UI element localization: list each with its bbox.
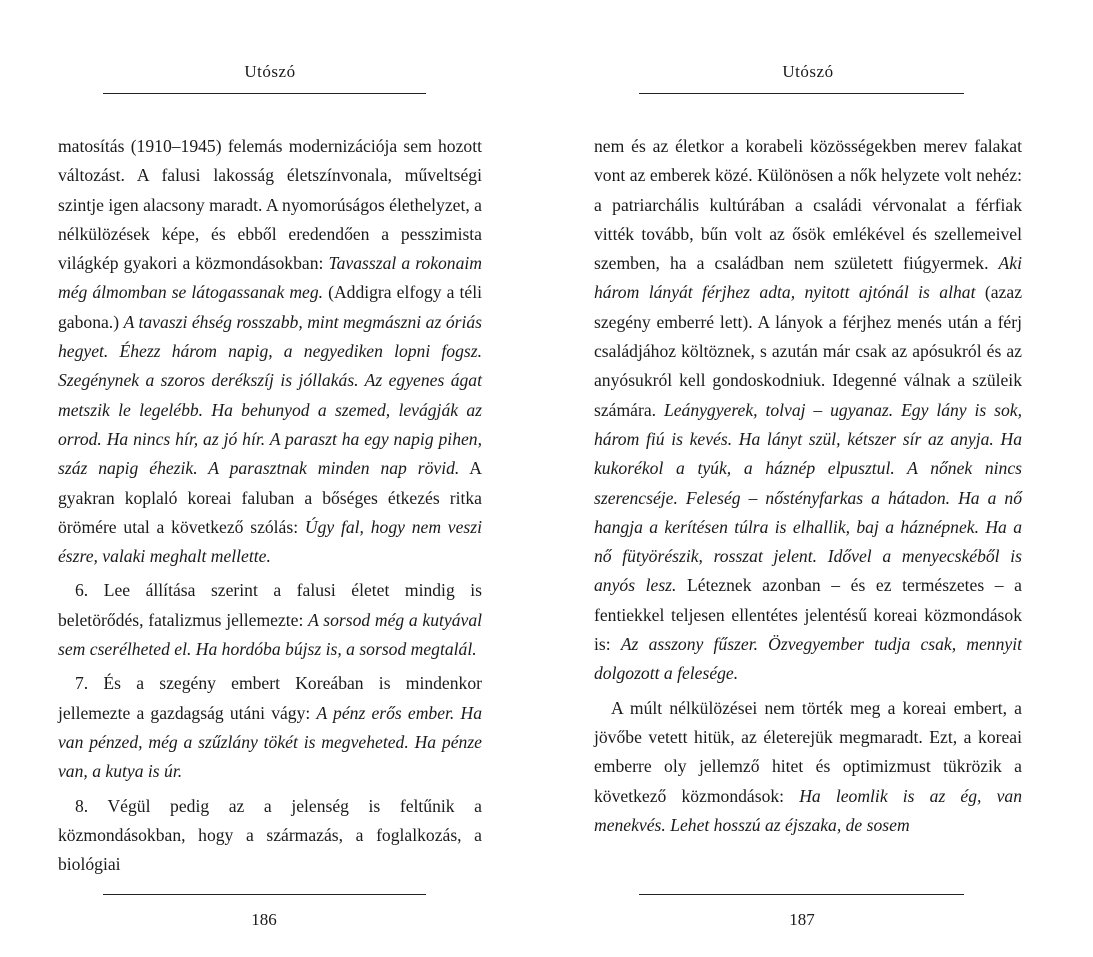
paragraph bbox=[58, 576, 482, 664]
paragraph bbox=[594, 132, 1022, 689]
italic-proverb: Aki három lányát férjhez adta, nyitott ajtónál is alhat bbox=[594, 253, 1022, 303]
paragraph bbox=[58, 669, 482, 786]
page-number: 187 bbox=[789, 910, 815, 929]
left-page bbox=[58, 0, 482, 957]
header-rule bbox=[639, 93, 964, 94]
text-run: A múlt nélkülözései nem törték meg a koreai embert, a jövőbe vetett hitük, az életerejük megmaradt. Ezt, a koreai emberre oly jellemző hitet és optimizmust tükrözik a következő közmondások: bbox=[594, 697, 1022, 806]
text-run: (azaz szegény emberré lett). A lányok a férjhez menés után a férj családjához költöznek, s azután már csak az apósukról és az anyósukról kell gondoskodniuk. Idegenné válnak a szüleik számára. bbox=[594, 282, 1022, 420]
header-rule bbox=[103, 93, 426, 94]
running-head: Utószó bbox=[782, 62, 834, 81]
italic-proverb: Leánygyerek, tolvaj – ugyanaz. Egy lány is sok, három fiú is kevés. Ha lányt szül, kétszer sír az anyja. Ha kukorékol a tyúk, a háznép elpusztul. A nőnek nincs szerencséje. Feleség – nőstényfarkas a hátadon. Ha a nő hangja a kerítésen túlra is elhallik, baj a háznépnek. Ha a nő fütyörészik, rosszat jelent. Idővel a menyecskéből is anyós lesz. bbox=[594, 399, 1022, 596]
italic-proverb: Tavasszal a rokonaim még álmomban se látogassanak meg. bbox=[58, 253, 482, 303]
text-run: nem és az életkor a korabeli közösségekben merev falakat vont az emberek közé. Különösen a nők helyzete volt nehéz: a patriarchális kultúrában a családi vérvonalat a férfiak vitték tovább, bűn volt az ősök emlékével és szellemeivel szemben, ha a családban nem született fiúgyermek. bbox=[594, 136, 1022, 274]
right-page bbox=[594, 0, 1022, 957]
footer-rule bbox=[639, 894, 964, 895]
text-run: 6. Lee állítása szerint a falusi életet mindig is beletörődés, fatalizmus jellemezte: bbox=[58, 580, 482, 630]
text-run: A gyakran koplaló koreai faluban a bőséges étkezés ritka örömére utal a következő szólás: bbox=[58, 458, 482, 537]
footer-rule bbox=[103, 894, 426, 895]
italic-proverb: Úgy fal, hogy nem veszi észre, valaki meghalt mellette. bbox=[58, 516, 482, 567]
running-head: Utószó bbox=[244, 62, 296, 81]
italic-proverb: Ha leomlik is az ég, van menekvés. Lehet hosszú az éjszaka, de sosem bbox=[594, 785, 1022, 835]
text-run: matosítás (1910–1945) felemás modernizációja sem hozott változást. A falusi lakosság életszínvonala, műveltségi szintje igen alacsony maradt. A nyomorúságos élethelyzet, a nélkülözések képe, és ebből eredendően a pesszimista világkép gyakori a közmondásokban: bbox=[58, 136, 482, 274]
body-text bbox=[58, 132, 482, 879]
italic-proverb: A pénz erős ember. Ha van pénzed, még a szűzlány tökét is megveheted. Ha pénze van, a kutya is úr. bbox=[58, 702, 482, 782]
italic-proverb: A tavaszi éhség rosszabb, mint megmászni az óriás hegyet. Éhezz három napig, a negyediken lopni fogsz. Szegénynek a szoros derékszíj is jóllakás. Az egyenes ágat metszik le legelébb. Ha behunyod a szemed, levágják az orrod. Ha nincs hír, az jó hír. A paraszt ha egy napig pihen, száz napig éhezik. A parasztnak minden nap rövid. bbox=[58, 311, 482, 479]
italic-proverb: Az asszony fűszer. Özvegyember tudja csak, mennyit dolgozott a felesége. bbox=[594, 634, 1022, 684]
page-number: 186 bbox=[251, 910, 277, 929]
italic-proverb: A sorsod még a kutyával sem cserélheted el. Ha hordóba bújsz is, a sorsod megtalál. bbox=[58, 609, 483, 660]
text-run: (Addigra elfogy a téli gabona.) bbox=[58, 282, 482, 332]
paragraph bbox=[58, 792, 482, 880]
paragraph bbox=[58, 132, 482, 571]
text-run: 8. Végül pedig az a jelenség is feltűnik a közmondásokban, hogy a származás, a foglalkozás, a biológiai bbox=[58, 795, 482, 875]
paragraph bbox=[594, 694, 1022, 840]
text-run: 7. És a szegény embert Koreában is mindenkor jellemezte a gazdagság utáni vágy: bbox=[58, 673, 482, 723]
text-run: Léteznek azonban – és ez természetes – a fentiekkel teljesen ellentétes jelentésű koreai közmondások is: bbox=[594, 575, 1022, 655]
body-text bbox=[594, 132, 1022, 840]
